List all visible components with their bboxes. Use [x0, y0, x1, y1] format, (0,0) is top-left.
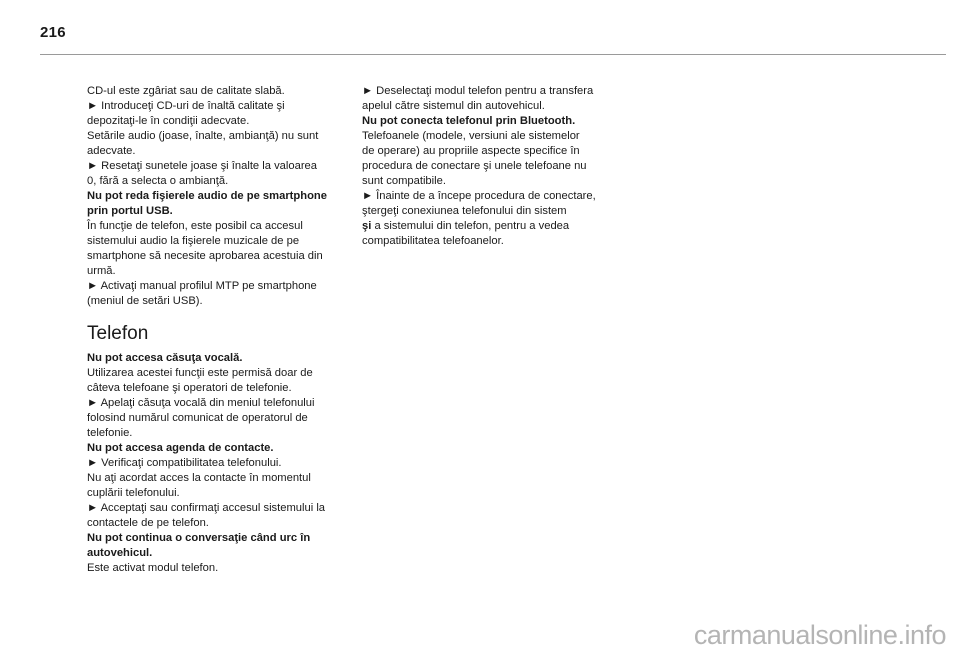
heading-line: autovehicul. [87, 547, 153, 559]
contacts-heading: Nu pot accesa agenda de contacte. [87, 442, 274, 454]
text-fragment: a sistemului din telefon, pentru a vedea [371, 220, 570, 232]
contacts-text [87, 456, 349, 531]
text-line: ► Activaţi manual profilul MTP pe smartphone [87, 280, 317, 292]
bluetooth-heading: Nu pot conecta telefonul prin Bluetooth. [362, 115, 576, 127]
heading-line: prin portul USB. [87, 205, 173, 217]
text-line: adecvate. [87, 145, 136, 157]
text-line: ► Apelaţi căsuţa vocală din meniul telefonului [87, 397, 315, 409]
text-line: urmă. [87, 265, 116, 277]
text-line: Setările audio (joase, înalte, ambianţă) nu sunt [87, 130, 319, 142]
text-line: ► Resetaţi sunetele joase şi înalte la valoarea [87, 160, 317, 172]
cd-quality-text [87, 84, 349, 189]
text-line: compatibilitatea telefoanelor. [362, 235, 504, 247]
section-title-telefon: Telefon [87, 323, 149, 344]
page-number: 216 [40, 24, 66, 41]
voicemail-text [87, 366, 349, 441]
text-line: CD-ul este zgâriat sau de calitate slabă. [87, 85, 285, 97]
text-line: ştergeţi conexiunea telefonului din sistem [362, 205, 567, 217]
text-line: contactele de pe telefon. [87, 517, 209, 529]
right-column [362, 84, 612, 249]
watermark: carmanualsonline.info [693, 620, 946, 650]
voicemail-heading: Nu pot accesa căsuţa vocală. [87, 352, 243, 364]
text-line: ► Acceptaţi sau confirmaţi accesul sistemului la [87, 502, 326, 514]
text-line: Nu aţi acordat acces la contacte în momentul [87, 472, 311, 484]
conversation-heading [87, 531, 349, 561]
usb-audio-heading [87, 189, 349, 219]
text-line: de operare) au propriile aspecte specifice în [362, 145, 580, 157]
text-line: ► Deselectaţi modul telefon pentru a transfera [362, 85, 594, 97]
left-column [87, 84, 349, 576]
text-line: sistemului audio la fişierele muzicale de pe [87, 235, 300, 247]
text-line: cuplării telefonului. [87, 487, 180, 499]
text-line: Utilizarea acestei funcţii este permisă doar de [87, 367, 313, 379]
bold-word: şi [362, 220, 372, 232]
text-line: (meniul de setări USB). [87, 295, 203, 307]
text-line: sunt compatibile. [362, 175, 446, 187]
heading-line: Nu pot continua o conversaţie când urc în [87, 532, 311, 544]
text-line: smartphone să necesite aprobarea acestuia din [87, 250, 323, 262]
header-divider [40, 54, 946, 55]
text-line: În funcţie de telefon, este posibil ca accesul [87, 220, 303, 232]
conversation-text: Este activat modul telefon. [87, 562, 219, 574]
text-line: depozitaţi-le în condiţii adecvate. [87, 115, 250, 127]
text-line [362, 219, 612, 234]
text-line: telefonie. [87, 427, 133, 439]
text-line: procedura de conectare şi unele telefoane nu [362, 160, 587, 172]
text-line: ► Înainte de a începe procedura de conectare, [362, 190, 596, 202]
text-line: apelul către sistemul din autovehicul. [362, 100, 545, 112]
usb-audio-text [87, 219, 349, 309]
text-line: 0, fără a selecta o ambianţă. [87, 175, 229, 187]
deselect-phone-text [362, 84, 612, 114]
bluetooth-text [362, 129, 612, 249]
text-line: ► Introduceţi CD-uri de înaltă calitate şi [87, 100, 285, 112]
text-line: ► Verificaţi compatibilitatea telefonului. [87, 457, 282, 469]
text-line: folosind numărul comunicat de operatorul de [87, 412, 308, 424]
heading-line: Nu pot reda fişierele audio de pe smartphone [87, 190, 327, 202]
text-line: câteva telefoane şi operatori de telefonie. [87, 382, 292, 394]
text-line: Telefoanele (modele, versiuni ale sistemelor [362, 130, 580, 142]
